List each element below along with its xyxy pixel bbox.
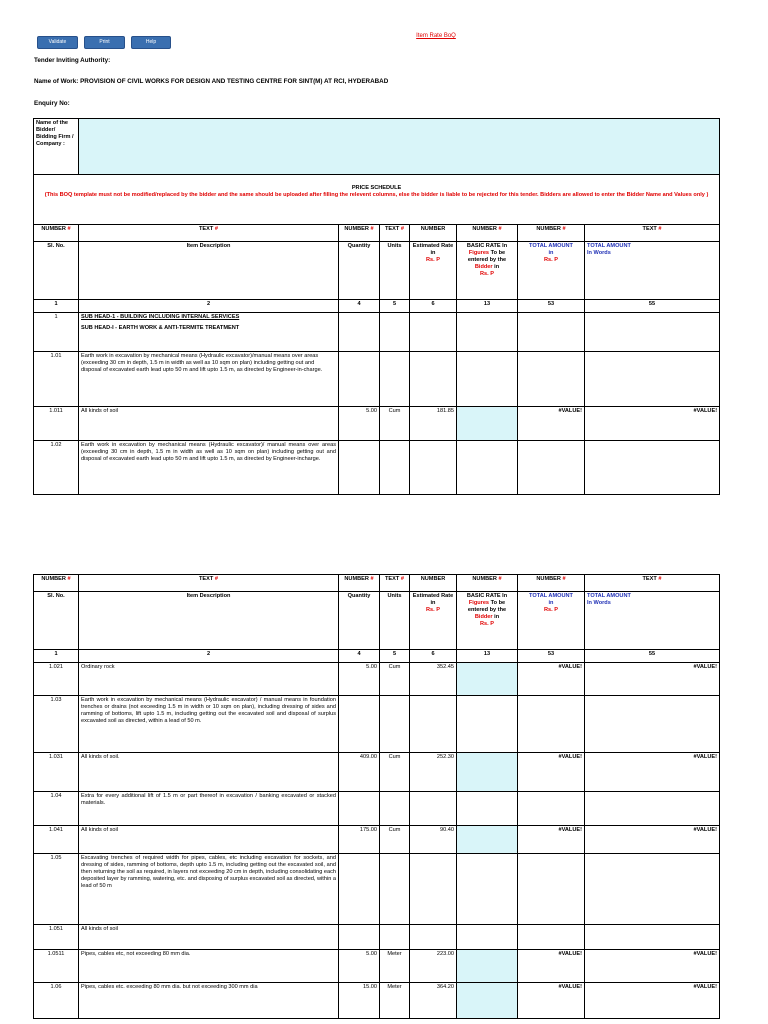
col-number: 1 (34, 650, 79, 663)
basic-rate-input[interactable] (457, 826, 518, 854)
row-description: All kinds of soil. (79, 753, 339, 792)
table-row (34, 792, 720, 826)
table-row (34, 407, 720, 441)
basic-rate-input[interactable] (457, 753, 518, 792)
type-header: NUMBER # (518, 575, 585, 592)
enquiry-no-label: Enquiry No: (34, 100, 70, 107)
row-sl-no: 1.05 (34, 854, 79, 925)
row-quantity: 175.00 (339, 826, 380, 854)
row-description: All kinds of soil (79, 826, 339, 854)
header-item-description: Item Description (79, 592, 339, 650)
name-of-work: Name of Work: PROVISION OF CIVIL WORKS FOR DESIGN AND TESTING CENTRE FOR SINT(M) AT RCI, HYDERABAD (34, 78, 389, 85)
col-number: 53 (518, 650, 585, 663)
table-row (34, 983, 720, 1019)
col-number: 6 (410, 300, 457, 313)
header-total-amount-words: TOTAL AMOUNT In Words (585, 242, 720, 300)
row-sl-no: 1.01 (34, 352, 79, 407)
col-number: 55 (585, 650, 720, 663)
type-header: NUMBER (410, 575, 457, 592)
col-number: 4 (339, 650, 380, 663)
row-estimated-rate: 223.00 (410, 950, 457, 983)
row-sl-no: 1.03 (34, 696, 79, 753)
row-estimated-rate: 90.40 (410, 826, 457, 854)
table-row (34, 352, 720, 407)
row-description: All kinds of soil (79, 925, 339, 950)
row-total-amount: #VALUE! (518, 407, 585, 441)
row-description: Earth work in excavation by mechanical means (Hydraulic excavator)/ manual means over areas (exceeding 30 cm in depth, 1.5 m in width as well as 10 sqm on plan) including getting out and disposal of excavated earth lead upto 50 m and lift upto 1.5 m, as directed by Engineer-incharge. (79, 441, 339, 495)
row-total-amount: #VALUE! (518, 950, 585, 983)
row-quantity: 5.00 (339, 663, 380, 696)
row-estimated-rate: 181.85 (410, 407, 457, 441)
type-header: TEXT # (380, 575, 410, 592)
row-description: SUB HEAD-1 - BUILDING INCLUDING INTERNAL SERVICES SUB HEAD-I - EARTH WORK & ANTI-TERMITE TREATMENT (79, 313, 339, 352)
row-description: Extra for every additional lift of 1.5 m or part thereof in excavation / banking excavated or stacked materials. (79, 792, 339, 826)
header-units: Units (380, 592, 410, 650)
header-total-amount: TOTAL AMOUNT in Rs. P (518, 592, 585, 650)
table-row (34, 854, 720, 925)
col-number: 1 (34, 300, 79, 313)
type-header: NUMBER # (339, 225, 380, 242)
price-schedule-block (34, 175, 720, 225)
col-number: 2 (79, 300, 339, 313)
row-sl-no: 1.041 (34, 826, 79, 854)
row-sl-no: 1.04 (34, 792, 79, 826)
row-units: Meter (380, 983, 410, 1019)
type-header: NUMBER (410, 225, 457, 242)
row-description: Ordinary rock (79, 663, 339, 696)
table-row (34, 441, 720, 495)
validate-button[interactable]: Validate (37, 36, 78, 49)
bidder-name-label: Name of the Bidder/ Bidding Firm / Company : (34, 119, 79, 175)
row-units: Cum (380, 826, 410, 854)
header-sl-no: Sl. No. (34, 242, 79, 300)
row-description: All kinds of soil (79, 407, 339, 441)
type-header: NUMBER # (518, 225, 585, 242)
row-total-words: #VALUE! (585, 983, 720, 1019)
tender-authority-label: Tender Inviting Authority: (34, 57, 111, 64)
row-sl-no: 1.031 (34, 753, 79, 792)
row-sl-no: 1.02 (34, 441, 79, 495)
row-quantity: 5.00 (339, 407, 380, 441)
table-row (34, 753, 720, 792)
row-total-words: #VALUE! (585, 663, 720, 696)
row-sl-no: 1.021 (34, 663, 79, 696)
row-sl-no: 1.0511 (34, 950, 79, 983)
type-header: NUMBER # (34, 575, 79, 592)
table-row (34, 925, 720, 950)
row-units: Cum (380, 407, 410, 441)
type-header: NUMBER # (457, 575, 518, 592)
row-total-amount: #VALUE! (518, 983, 585, 1019)
row-total-words: #VALUE! (585, 407, 720, 441)
boq-table-2 (33, 574, 720, 1019)
basic-rate-input[interactable] (457, 663, 518, 696)
row-sl-no: 1 (34, 313, 79, 352)
header-sl-no: Sl. No. (34, 592, 79, 650)
basic-rate-input[interactable] (457, 983, 518, 1019)
row-units: Cum (380, 753, 410, 792)
header-item-description: Item Description (79, 242, 339, 300)
type-header: NUMBER # (457, 225, 518, 242)
row-sl-no: 1.06 (34, 983, 79, 1019)
row-total-words: #VALUE! (585, 950, 720, 983)
row-total-words: #VALUE! (585, 753, 720, 792)
basic-rate-input[interactable] (457, 950, 518, 983)
row-quantity: 15.00 (339, 983, 380, 1019)
header-quantity: Quantity (339, 592, 380, 650)
row-estimated-rate: 352.45 (410, 663, 457, 696)
table-row (34, 696, 720, 753)
type-header: NUMBER # (34, 225, 79, 242)
table-row (34, 663, 720, 696)
col-number: 13 (457, 300, 518, 313)
boq-table-1 (33, 118, 720, 495)
row-total-words: #VALUE! (585, 826, 720, 854)
col-number: 4 (339, 300, 380, 313)
header-total-amount-words: TOTAL AMOUNT In Words (585, 592, 720, 650)
row-total-amount: #VALUE! (518, 826, 585, 854)
row-total-amount: #VALUE! (518, 663, 585, 696)
type-header: TEXT # (79, 225, 339, 242)
col-number: 53 (518, 300, 585, 313)
row-units: Cum (380, 663, 410, 696)
row-description: Excavating trenches of required width for pipes, cables, etc including excavation for sockets, and dressing of sides, ramming of bottoms, depth upto 1.5 m, including getting out the excavated soil, and then returning the soil as required, in layers not exceeding 20 cm in depth, including consolidating each deposited layer by ramming, watering, etc. and disposing of surplus excavated soil as directed, within a lead of 50 m (79, 854, 339, 925)
col-number: 5 (380, 300, 410, 313)
type-header: NUMBER # (339, 575, 380, 592)
bidder-name-input[interactable] (79, 119, 720, 175)
print-button[interactable]: Print (84, 36, 125, 49)
row-estimated-rate: 252.30 (410, 753, 457, 792)
row-estimated-rate: 364.20 (410, 983, 457, 1019)
row-description: Pipes, cables etc. exceeding 80 mm dia. but not exceeding 300 mm dia (79, 983, 339, 1019)
header-estimated-rate: Estimated Rate in Rs. P (410, 592, 457, 650)
row-total-amount: #VALUE! (518, 753, 585, 792)
type-header: TEXT # (585, 225, 720, 242)
col-number: 5 (380, 650, 410, 663)
row-description: Pipes, cables etc, not exceeding 80 mm dia. (79, 950, 339, 983)
col-number: 13 (457, 650, 518, 663)
row-units: Meter (380, 950, 410, 983)
row-sl-no: 1.011 (34, 407, 79, 441)
type-header: TEXT # (585, 575, 720, 592)
type-header: TEXT # (380, 225, 410, 242)
header-total-amount: TOTAL AMOUNT in Rs. P (518, 242, 585, 300)
table-row (34, 313, 720, 352)
row-sl-no: 1.051 (34, 925, 79, 950)
row-quantity: 409.00 (339, 753, 380, 792)
row-description: Earth work in excavation by mechanical means (Hydraulic excavator)/manual means over areas (exceeding 30 cm in depth, 1.5 m in width as well as 10 sqm on plan) including getting out and disposal of excavated earth lead upto 50 m and lift upto 1.5 m, as directed by Engineer-in-charge. (79, 352, 339, 407)
basic-rate-input[interactable] (457, 407, 518, 441)
type-header: TEXT # (79, 575, 339, 592)
header-basic-rate: BASIC RATE In Figures To be entered by the Bidder in Rs. P (457, 242, 518, 300)
col-number: 55 (585, 300, 720, 313)
help-button[interactable]: Help (131, 36, 171, 49)
header-basic-rate: BASIC RATE In Figures To be entered by the Bidder in Rs. P (457, 592, 518, 650)
row-description: Earth work in excavation by mechanical means (Hydraulic excavator) / manual means in foundation trenches or drains (not exceeding 1.5 m in width or 10 sqm on plan), including dressing of sides and ramming of bottoms, lift upto 1.5 m, including getting out the excavated soil and disposal of surplus excavated soil as directed, within a lead of 50 m. (79, 696, 339, 753)
header-units: Units (380, 242, 410, 300)
price-schedule-heading: PRICE SCHEDULE (351, 185, 402, 191)
item-rate-boq-link[interactable]: Item Rate BoQ (416, 33, 456, 39)
table-row (34, 826, 720, 854)
header-estimated-rate: Estimated Rate in Rs. P (410, 242, 457, 300)
col-number: 6 (410, 650, 457, 663)
col-number: 2 (79, 650, 339, 663)
header-quantity: Quantity (339, 242, 380, 300)
template-warning: (This BOQ template must not be modified/replaced by the bidder and the same should be uploaded after filling the relevent columns, else the bidder is liable to be rejected for this tender. Bidders are allowed to enter the Bidder Name and Values only ) (44, 191, 709, 198)
row-quantity: 5.00 (339, 950, 380, 983)
table-row (34, 950, 720, 983)
